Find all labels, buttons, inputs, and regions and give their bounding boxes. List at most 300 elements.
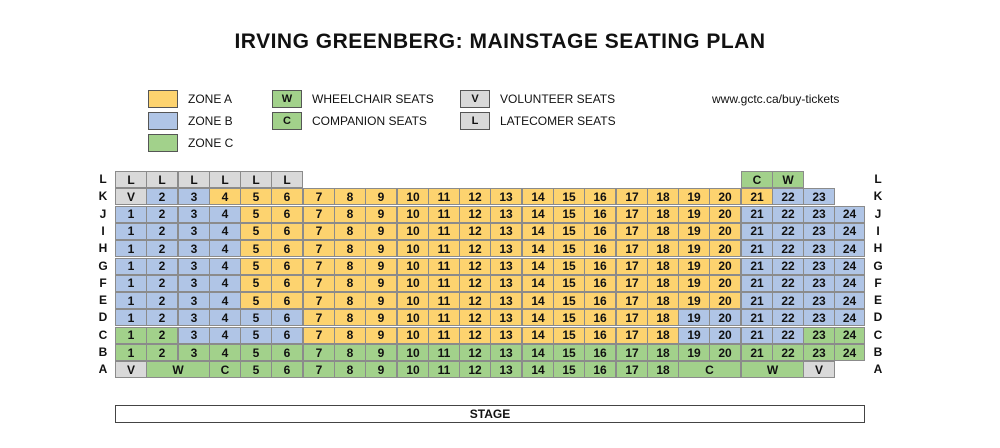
seat-zone-a[interactable]: 12 (459, 275, 491, 292)
seat-zone-c[interactable]: 16 (584, 361, 616, 378)
seat-zone-a[interactable]: 18 (647, 223, 679, 240)
seat-zone-c[interactable]: 12 (459, 344, 491, 361)
seat-zone-b[interactable]: 21 (741, 292, 773, 309)
seat-zone-a[interactable]: 18 (647, 327, 679, 344)
seat-zone-a[interactable]: 20 (709, 188, 741, 205)
seat-zone-b[interactable]: 24 (834, 240, 865, 257)
seat-zone-b[interactable]: 23 (803, 275, 835, 292)
seat-zone-a[interactable]: 17 (616, 327, 648, 344)
seat-zone-a[interactable]: 8 (334, 240, 366, 257)
seat-zone-a[interactable]: 8 (334, 275, 366, 292)
seat-zone-c[interactable]: 1 (115, 327, 147, 344)
seat-zone-c[interactable]: C (741, 171, 773, 188)
seat-zone-b[interactable]: 24 (834, 223, 865, 240)
row-label-left: E (98, 293, 107, 308)
seat-zone-c[interactable]: 4 (209, 344, 241, 361)
seat-zone-a[interactable]: 16 (584, 327, 616, 344)
seat-latecomer[interactable]: L (240, 171, 272, 188)
seat-zone-b[interactable]: 1 (115, 223, 147, 240)
seat-zone-a[interactable]: 16 (584, 309, 616, 326)
seat-volunteer[interactable]: V (803, 361, 835, 378)
seat-zone-b[interactable]: 22 (772, 275, 804, 292)
seat-zone-a[interactable]: 13 (490, 292, 522, 309)
seat-zone-a[interactable]: 5 (240, 206, 272, 223)
seat-zone-b[interactable]: 2 (146, 240, 178, 257)
seat-zone-a[interactable]: 7 (303, 240, 335, 257)
seat-latecomer[interactable]: L (271, 171, 303, 188)
seat-zone-a[interactable]: 12 (459, 206, 491, 223)
row-label-left: B (98, 345, 108, 359)
seat-zone-b[interactable]: 22 (772, 206, 804, 223)
seat-zone-c[interactable]: 16 (584, 344, 616, 361)
seat-zone-b[interactable]: 4 (209, 240, 241, 257)
seat-zone-a[interactable]: 10 (397, 309, 429, 326)
seat-zone-a[interactable]: 14 (522, 206, 554, 223)
seat-zone-a[interactable]: 9 (365, 275, 397, 292)
seat-zone-a[interactable]: 20 (709, 258, 741, 275)
seat-zone-c[interactable]: 19 (678, 344, 710, 361)
legend-zone-a (148, 90, 232, 108)
seat-zone-a[interactable]: 9 (365, 327, 397, 344)
seat-wheelchair[interactable]: W (146, 361, 210, 378)
seat-zone-b[interactable]: 4 (209, 292, 241, 309)
seat-zone-b[interactable]: 1 (115, 309, 147, 326)
seat-zone-b[interactable]: 24 (834, 292, 865, 309)
row-label-right: A (873, 362, 883, 377)
seat-zone-b[interactable]: 1 (115, 275, 147, 292)
seat-zone-a[interactable]: 10 (397, 188, 429, 205)
seat-zone-b[interactable]: 2 (146, 275, 178, 292)
row-label-right: C (873, 327, 883, 342)
seat-zone-a[interactable]: 6 (271, 258, 303, 275)
seat-zone-a[interactable]: 16 (584, 223, 616, 240)
seat-zone-a[interactable]: 11 (428, 309, 460, 326)
seat-zone-a[interactable]: 13 (490, 275, 522, 292)
seat-zone-a[interactable]: 7 (303, 309, 335, 326)
legend-swatch-latecomer: L (460, 112, 490, 130)
seat-zone-a[interactable]: 13 (490, 327, 522, 344)
seat-zone-a[interactable]: 6 (271, 240, 303, 257)
seat-zone-a[interactable]: 18 (647, 292, 679, 309)
row-label-right: J (874, 206, 882, 221)
seat-latecomer[interactable]: L (115, 171, 147, 188)
seat-zone-a[interactable]: 5 (240, 223, 272, 240)
seat-zone-c[interactable]: 24 (834, 344, 865, 361)
seat-zone-a[interactable]: 8 (334, 309, 366, 326)
seat-zone-a[interactable]: 18 (647, 309, 679, 326)
seat-zone-a[interactable]: 16 (584, 292, 616, 309)
seat-zone-a[interactable]: 16 (584, 258, 616, 275)
seat-zone-b[interactable]: 21 (741, 327, 773, 344)
seat-zone-c[interactable]: 15 (553, 361, 585, 378)
seat-zone-c[interactable]: 10 (397, 361, 429, 378)
seat-zone-a[interactable]: 15 (553, 275, 585, 292)
stage: STAGE (115, 405, 865, 423)
seat-zone-a[interactable]: 14 (522, 292, 554, 309)
seat-zone-b[interactable]: 23 (803, 223, 835, 240)
seat-zone-c[interactable]: 6 (271, 344, 303, 361)
seat-zone-a[interactable]: 17 (616, 275, 648, 292)
seat-zone-c[interactable]: 7 (303, 361, 335, 378)
seat-zone-a[interactable]: 12 (459, 309, 491, 326)
legend-swatch-wheelchair: W (272, 90, 302, 108)
seat-zone-a[interactable]: 11 (428, 275, 460, 292)
seat-zone-a[interactable]: 15 (553, 292, 585, 309)
seat-zone-a[interactable]: 10 (397, 292, 429, 309)
row-label-right: H (873, 241, 883, 256)
seat-zone-a[interactable]: 5 (240, 258, 272, 275)
seat-zone-b[interactable]: 1 (115, 206, 147, 223)
seat-zone-b[interactable]: 21 (741, 309, 773, 326)
seat-zone-a[interactable]: 6 (271, 292, 303, 309)
legend-zone-c (148, 134, 233, 152)
row-label-right: E (873, 293, 882, 308)
seat-zone-a[interactable]: 11 (428, 188, 460, 205)
seat-zone-a[interactable]: 19 (678, 223, 710, 240)
seat-zone-b[interactable]: 19 (678, 309, 710, 326)
seat-zone-b[interactable]: 21 (741, 206, 773, 223)
seat-zone-a[interactable]: 6 (271, 206, 303, 223)
seat-zone-a[interactable]: 7 (303, 327, 335, 344)
seat-zone-a[interactable]: 18 (647, 206, 679, 223)
seat-zone-a[interactable]: 18 (647, 275, 679, 292)
seat-zone-a[interactable]: 19 (678, 275, 710, 292)
legend-label: VOLUNTEER SEATS (500, 92, 616, 106)
seat-zone-c[interactable]: 11 (428, 361, 460, 378)
seat-zone-b[interactable]: 1 (115, 292, 147, 309)
seat-zone-a[interactable]: 18 (647, 258, 679, 275)
seat-zone-a[interactable]: 7 (303, 188, 335, 205)
seat-zone-c[interactable]: 10 (397, 344, 429, 361)
seat-zone-c[interactable]: 24 (834, 327, 865, 344)
seat-zone-a[interactable]: 21 (741, 188, 773, 205)
seat-zone-c[interactable]: 21 (741, 344, 773, 361)
seat-zone-a[interactable]: 7 (303, 275, 335, 292)
seat-zone-b[interactable]: 21 (741, 275, 773, 292)
seat-zone-a[interactable]: 7 (303, 292, 335, 309)
seat-zone-b[interactable]: 1 (115, 258, 147, 275)
seat-zone-a[interactable]: 9 (365, 240, 397, 257)
seat-zone-a[interactable]: 13 (490, 188, 522, 205)
row-label-right: F (874, 275, 882, 290)
seat-zone-a[interactable]: 5 (240, 240, 272, 257)
seat-zone-c[interactable]: 2 (146, 327, 178, 344)
seat-zone-a[interactable]: 10 (397, 223, 429, 240)
seat-zone-b[interactable]: 2 (146, 309, 178, 326)
seat-zone-b[interactable]: 4 (209, 275, 241, 292)
seat-zone-b[interactable]: 24 (834, 275, 865, 292)
seat-zone-a[interactable]: 11 (428, 258, 460, 275)
seat-zone-b[interactable]: 3 (178, 292, 210, 309)
row-label-right: K (873, 189, 883, 204)
seat-latecomer[interactable]: L (178, 171, 210, 188)
row-label-right: B (873, 345, 883, 359)
seat-zone-c[interactable]: 14 (522, 361, 554, 378)
seat-zone-c[interactable]: 22 (772, 344, 804, 361)
seat-zone-b[interactable]: 22 (772, 223, 804, 240)
seat-zone-a[interactable]: 7 (303, 258, 335, 275)
seat-zone-c[interactable]: 8 (334, 361, 366, 378)
seat-zone-b[interactable]: 3 (178, 206, 210, 223)
seat-zone-a[interactable]: 8 (334, 206, 366, 223)
seat-zone-a[interactable]: 15 (553, 327, 585, 344)
row-label-left: C (98, 327, 108, 342)
seat-zone-a[interactable]: 5 (240, 292, 272, 309)
seat-zone-a[interactable]: 9 (365, 206, 397, 223)
ticket-url[interactable]: www.gctc.ca/buy-tickets (712, 92, 840, 106)
seat-zone-b[interactable]: 21 (741, 258, 773, 275)
seat-volunteer[interactable]: V (115, 188, 147, 205)
seat-zone-a[interactable]: 17 (616, 258, 648, 275)
seat-zone-a[interactable]: 9 (365, 258, 397, 275)
seat-zone-a[interactable]: 20 (709, 240, 741, 257)
legend-zone-b (148, 112, 233, 130)
seat-zone-a[interactable]: 15 (553, 258, 585, 275)
seat-zone-b[interactable]: 4 (209, 309, 241, 326)
seat-zone-a[interactable]: 12 (459, 223, 491, 240)
legend-label: ZONE A (188, 92, 233, 106)
page-title: IRVING GREENBERG: MAINSTAGE SEATING PLAN (234, 30, 766, 53)
seat-zone-a[interactable]: 9 (365, 223, 397, 240)
seat-zone-c[interactable]: 1 (115, 344, 147, 361)
seat-zone-b[interactable]: 22 (772, 292, 804, 309)
seat-zone-a[interactable]: 19 (678, 258, 710, 275)
seat-zone-c[interactable]: 11 (428, 344, 460, 361)
seat-zone-a[interactable]: 13 (490, 258, 522, 275)
seat-zone-a[interactable]: 15 (553, 240, 585, 257)
seat-zone-b[interactable]: 21 (741, 223, 773, 240)
seat-zone-b[interactable]: 23 (803, 206, 835, 223)
seat-zone-a[interactable]: 20 (709, 292, 741, 309)
seat-zone-c[interactable]: 18 (647, 361, 679, 378)
seat-zone-a[interactable]: 13 (490, 206, 522, 223)
row-label-left: I (101, 223, 105, 238)
seat-zone-b[interactable]: 4 (209, 327, 241, 344)
seat-zone-b[interactable]: 22 (772, 188, 804, 205)
seat-zone-c[interactable]: 9 (365, 361, 397, 378)
seat-zone-c[interactable]: 5 (240, 344, 272, 361)
row-label-left: L (99, 172, 107, 186)
seat-zone-a[interactable]: 15 (553, 206, 585, 223)
seat-zone-a[interactable]: 14 (522, 275, 554, 292)
seat-zone-a[interactable]: 19 (678, 292, 710, 309)
seat-zone-a[interactable]: 9 (365, 309, 397, 326)
seat-zone-a[interactable]: 10 (397, 327, 429, 344)
seat-zone-c[interactable]: 3 (178, 344, 210, 361)
seat-zone-a[interactable]: 13 (490, 223, 522, 240)
seat-zone-b[interactable]: 22 (772, 258, 804, 275)
seat-latecomer[interactable]: L (209, 171, 241, 188)
seat-zone-a[interactable]: 8 (334, 258, 366, 275)
seat-zone-b[interactable]: 4 (209, 223, 241, 240)
seat-zone-a[interactable]: 17 (616, 309, 648, 326)
seat-zone-c[interactable]: 2 (146, 344, 178, 361)
seat-zone-b[interactable]: 4 (209, 206, 241, 223)
seat-zone-a[interactable]: 14 (522, 327, 554, 344)
seat-zone-b[interactable]: 6 (271, 327, 303, 344)
seat-zone-a[interactable]: 14 (522, 309, 554, 326)
seat-zone-c[interactable]: 20 (709, 344, 741, 361)
seat-zone-b[interactable]: 24 (834, 206, 865, 223)
seat-zone-a[interactable]: 12 (459, 292, 491, 309)
seat-zone-a[interactable]: 14 (522, 240, 554, 257)
seat-zone-a[interactable]: 10 (397, 240, 429, 257)
seat-zone-b[interactable]: 23 (803, 292, 835, 309)
seat-zone-b[interactable]: 2 (146, 292, 178, 309)
seat-zone-a[interactable]: 12 (459, 327, 491, 344)
seat-zone-a[interactable]: 10 (397, 275, 429, 292)
seat-zone-b[interactable]: 3 (178, 327, 210, 344)
seat-zone-b[interactable]: 22 (772, 240, 804, 257)
seat-zone-c[interactable]: 23 (803, 327, 835, 344)
seat-zone-b[interactable]: 3 (178, 188, 210, 205)
seat-zone-a[interactable]: 5 (240, 188, 272, 205)
seat-zone-c[interactable]: 18 (647, 344, 679, 361)
seat-zone-a[interactable]: 15 (553, 223, 585, 240)
seat-zone-a[interactable]: 15 (553, 309, 585, 326)
seat-zone-c[interactable]: 17 (616, 361, 648, 378)
seat-zone-a[interactable]: 9 (365, 292, 397, 309)
seat-zone-a[interactable]: 16 (584, 240, 616, 257)
seat-latecomer[interactable]: L (146, 171, 178, 188)
seat-zone-a[interactable]: 11 (428, 206, 460, 223)
row-label-right: L (874, 172, 882, 186)
legend-label: WHEELCHAIR SEATS (312, 92, 434, 106)
seat-zone-b[interactable]: 22 (772, 327, 804, 344)
seat-zone-a[interactable]: 17 (616, 292, 648, 309)
seat-zone-a[interactable]: 7 (303, 223, 335, 240)
seat-zone-c[interactable]: 23 (803, 344, 835, 361)
seat-zone-a[interactable]: 14 (522, 223, 554, 240)
seat-zone-b[interactable]: 5 (240, 327, 272, 344)
seat-zone-a[interactable]: 5 (240, 275, 272, 292)
seat-zone-b[interactable]: 23 (803, 240, 835, 257)
seat-zone-b[interactable]: 24 (834, 309, 865, 326)
seat-zone-c[interactable]: 8 (334, 344, 366, 361)
seat-zone-a[interactable]: 17 (616, 240, 648, 257)
seat-zone-a[interactable]: 16 (584, 206, 616, 223)
seat-zone-a[interactable]: 17 (616, 188, 648, 205)
seat-zone-a[interactable]: 6 (271, 188, 303, 205)
seat-zone-a[interactable]: 9 (365, 188, 397, 205)
seat-zone-a[interactable]: 19 (678, 188, 710, 205)
seat-zone-a[interactable]: 16 (584, 188, 616, 205)
seat-zone-c[interactable]: 9 (365, 344, 397, 361)
seat-zone-c[interactable]: 12 (459, 361, 491, 378)
seat-zone-a[interactable]: 8 (334, 223, 366, 240)
seat-zone-a[interactable]: 20 (709, 206, 741, 223)
seat-zone-a[interactable]: 4 (209, 188, 241, 205)
seat-zone-a[interactable]: 8 (334, 188, 366, 205)
row-label-left: D (98, 310, 108, 325)
seat-zone-b[interactable]: 23 (803, 258, 835, 275)
seat-wheelchair[interactable]: W (772, 171, 804, 188)
seat-zone-c[interactable]: 7 (303, 344, 335, 361)
seat-zone-a[interactable]: 6 (271, 223, 303, 240)
seat-zone-a[interactable]: 10 (397, 258, 429, 275)
seat-zone-b[interactable]: 3 (178, 223, 210, 240)
seat-zone-a[interactable]: 19 (678, 206, 710, 223)
seat-zone-a[interactable]: 13 (490, 240, 522, 257)
seat-zone-a[interactable]: 14 (522, 258, 554, 275)
seat-zone-a[interactable]: 16 (584, 275, 616, 292)
seat-zone-a[interactable]: 17 (616, 206, 648, 223)
seat-zone-a[interactable]: 11 (428, 292, 460, 309)
seat-zone-a[interactable]: 14 (522, 188, 554, 205)
seat-zone-a[interactable]: 12 (459, 240, 491, 257)
seat-zone-c[interactable]: 5 (240, 361, 272, 378)
seat-zone-a[interactable]: 12 (459, 258, 491, 275)
seat-zone-a[interactable]: 6 (271, 275, 303, 292)
seat-zone-a[interactable]: 11 (428, 223, 460, 240)
seat-zone-c[interactable]: C (209, 361, 241, 378)
seat-zone-b[interactable]: 6 (271, 309, 303, 326)
seat-zone-b[interactable]: 20 (709, 327, 741, 344)
seat-zone-b[interactable]: 21 (741, 240, 773, 257)
seat-zone-a[interactable]: 18 (647, 240, 679, 257)
row-label-left: K (98, 189, 108, 204)
legend-swatch-zone-a (148, 90, 178, 108)
seat-zone-c[interactable]: 17 (616, 344, 648, 361)
seat-zone-b[interactable]: 5 (240, 309, 272, 326)
seat-zone-a[interactable]: 19 (678, 240, 710, 257)
seat-zone-a[interactable]: 10 (397, 206, 429, 223)
seat-wheelchair[interactable]: W (741, 361, 804, 378)
seat-zone-b[interactable]: 3 (178, 275, 210, 292)
legend-volunteer (460, 90, 615, 108)
seat-zone-b[interactable]: 23 (803, 309, 835, 326)
seat-zone-b[interactable]: 22 (772, 309, 804, 326)
seat-zone-b[interactable]: 3 (178, 240, 210, 257)
seat-zone-c[interactable]: 13 (490, 361, 522, 378)
seat-zone-a[interactable]: 12 (459, 188, 491, 205)
seat-zone-c[interactable]: 6 (271, 361, 303, 378)
seat-zone-a[interactable]: 7 (303, 206, 335, 223)
seat-volunteer[interactable]: V (115, 361, 147, 378)
seat-zone-a[interactable]: 20 (709, 223, 741, 240)
legend-swatch-volunteer: V (460, 90, 490, 108)
seat-zone-b[interactable]: 19 (678, 327, 710, 344)
seat-zone-a[interactable]: 20 (709, 275, 741, 292)
seat-zone-a[interactable]: 8 (334, 327, 366, 344)
seat-zone-c[interactable]: 15 (553, 344, 585, 361)
seat-zone-c[interactable]: 14 (522, 344, 554, 361)
seat-zone-b[interactable]: 1 (115, 240, 147, 257)
seat-zone-b[interactable]: 3 (178, 258, 210, 275)
legend-wheelchair (272, 90, 434, 108)
seat-zone-a[interactable]: 17 (616, 223, 648, 240)
seat-zone-b[interactable]: 2 (146, 258, 178, 275)
seat-zone-b[interactable]: 23 (803, 188, 835, 205)
seat-zone-a[interactable]: 15 (553, 188, 585, 205)
seat-zone-a[interactable]: 18 (647, 188, 679, 205)
seat-zone-b[interactable]: 4 (209, 258, 241, 275)
seat-zone-b[interactable]: 2 (146, 188, 178, 205)
seat-zone-b[interactable]: 24 (834, 258, 865, 275)
seat-zone-b[interactable]: 20 (709, 309, 741, 326)
seat-zone-a[interactable]: 11 (428, 240, 460, 257)
seat-zone-c[interactable]: 13 (490, 344, 522, 361)
seat-zone-b[interactable]: 2 (146, 223, 178, 240)
seat-zone-a[interactable]: 13 (490, 309, 522, 326)
row-label-left: H (98, 241, 108, 256)
seat-zone-a[interactable]: 8 (334, 292, 366, 309)
seat-zone-b[interactable]: 2 (146, 206, 178, 223)
seat-zone-c[interactable]: C (678, 361, 741, 378)
seat-zone-a[interactable]: 11 (428, 327, 460, 344)
seat-zone-b[interactable]: 3 (178, 309, 210, 326)
row-label-right: G (873, 258, 883, 273)
